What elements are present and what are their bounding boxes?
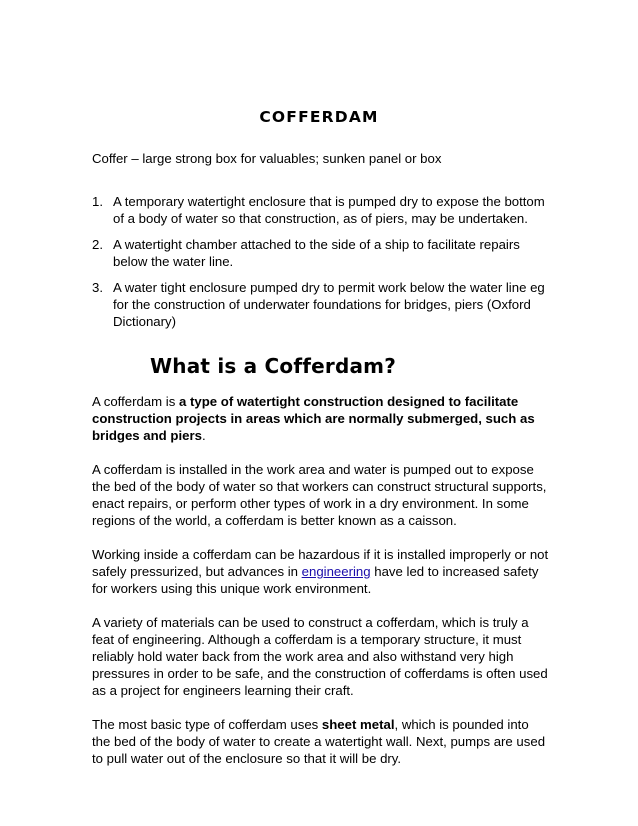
paragraph-safety-tail: have led to increased safety for workers using this unique work environment. — [92, 564, 539, 596]
paragraph-intro — [92, 393, 550, 444]
list-item — [92, 236, 552, 270]
paragraph-materials: A variety of materials can be used to construct a cofferdam, which is truly a feat of engineering. Although a cofferdam is a temporary structure, it must reliably hold water back from the work area and also withstand very high pressures in order to be safe, and the construction of cofferdams is often used as a project for engineers learning their craft. — [92, 615, 548, 698]
list-item — [92, 279, 552, 330]
paragraph-intro-tail: . — [201, 428, 206, 443]
list-item-text: A water tight enclosure pumped dry to permit work below the water line eg for the construction of underwater foundations for bridges, piers (Oxford Dictionary) — [113, 280, 545, 329]
paragraph-sheet-metal-bold: sheet metal — [321, 717, 395, 732]
paragraph-intro-bold: a type of watertight construction designed to facilitate construction projects in areas which are normally submerged, such as bridges and piers — [92, 394, 535, 443]
engineering-link[interactable]: engineering — [301, 564, 371, 579]
list-item-number: 2. — [92, 237, 103, 252]
paragraph-safety — [92, 546, 550, 597]
list-item — [92, 193, 552, 227]
coffer-definition: Coffer – large strong box for valuables; sunken panel or box — [92, 151, 442, 166]
list-item-number: 1. — [92, 194, 103, 209]
paragraph-safety-lead: Working inside a cofferdam can be hazardous if it is installed improperly or not safely pressurized, but advances in — [92, 547, 549, 579]
paragraph-sheet-metal-tail: , which is pounded into the bed of the body of water to create a watertight wall. Next, pumps are used to pull water out of the enclosure so that it will be dry. — [92, 717, 546, 766]
definitions-list — [92, 193, 552, 339]
list-item-number: 3. — [92, 280, 103, 295]
list-item-text: A watertight chamber attached to the side of a ship to facilitate repairs below the water line. — [113, 237, 520, 269]
section-heading: What is a Cofferdam? — [150, 354, 397, 378]
paragraph-intro-lead: A cofferdam is — [92, 394, 179, 409]
paragraph-sheet-metal — [92, 716, 550, 767]
list-item-text: A temporary watertight enclosure that is pumped dry to expose the bottom of a body of water so that construction, as of piers, may be undertaken. — [113, 194, 545, 226]
paragraph-sheet-metal-lead: The most basic type of cofferdam uses — [92, 717, 322, 732]
document-title-text: COFFERDAM — [259, 108, 379, 126]
article-body — [92, 393, 550, 784]
paragraph-installation: A cofferdam is installed in the work area and water is pumped out to expose the bed of the body of water so that workers can construct structural supports, enact repairs, or perform other types of work in a dry environment. In some regions of the world, a cofferdam is better known as a caisson. — [92, 462, 547, 528]
document-title — [0, 108, 638, 126]
